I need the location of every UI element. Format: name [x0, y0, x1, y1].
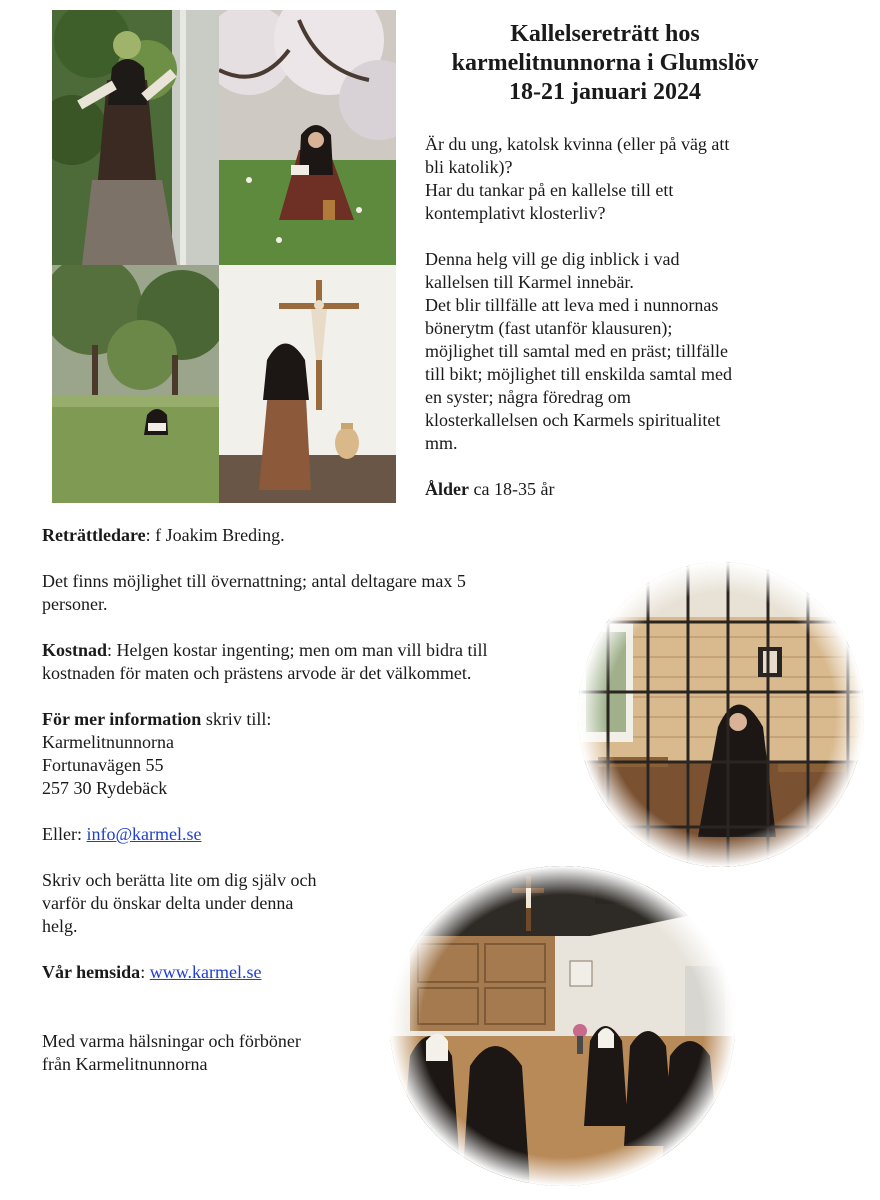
cost-label: Kostnad [42, 640, 108, 660]
description-line: till bikt; möjlighet till enskilda samtal med [425, 364, 732, 384]
title-line-3: 18-21 januari 2024 [509, 79, 701, 105]
leader-info [42, 524, 572, 547]
photo-nun-before-crucifix [219, 265, 396, 503]
photo-nun-picking-grapes [52, 10, 219, 265]
website-link[interactable]: www.karmel.se [149, 962, 262, 982]
website-label: Vår hemsida [42, 962, 141, 982]
address-line: Fortunavägen 55 [42, 755, 164, 775]
contact-info [42, 708, 572, 800]
address-line: 257 30 Rydebäck [42, 778, 168, 798]
email-link[interactable]: info@karmel.se [86, 824, 202, 844]
description-line: möjlighet till samtal med en präst; tillfälle [425, 341, 728, 361]
photo-nun-praying-in-orchard [52, 265, 219, 503]
question-line: kontemplativt klosterliv? [425, 203, 606, 223]
email-info [42, 823, 572, 846]
age-value: ca 18-35 år [469, 479, 555, 499]
age-label: Ålder [425, 479, 469, 499]
closing-line: Med varma hälsningar och förböner [42, 1031, 301, 1051]
info-heading [42, 708, 572, 731]
description-line: Det blir tillfälle att leva med i nunnornas [425, 295, 719, 315]
cost-info [42, 639, 572, 685]
lodging-info [42, 570, 572, 616]
question-line: Är du ung, katolsk kvinna (eller på väg att [425, 134, 730, 154]
write-line: varför du önskar delta under denna [42, 893, 294, 913]
write-line: Skriv och berätta lite om dig själv och [42, 870, 317, 890]
page-title [425, 20, 785, 107]
age-info [425, 478, 805, 501]
description-line: en syster; några föredrag om [425, 387, 631, 407]
cost-line-1 [42, 639, 572, 662]
intro-section [425, 133, 805, 524]
write-line: helg. [42, 916, 78, 936]
intro-questions [425, 133, 805, 225]
description-line: Denna helg vill ge dig inblick i vad [425, 249, 680, 269]
question-line: bli katolik)? [425, 157, 513, 177]
title-line-2: karmelitnunnorna i Glumslöv [451, 50, 759, 76]
email-prefix: Eller: [42, 824, 87, 844]
info-label: För mer information [42, 709, 202, 729]
intro-description [425, 248, 805, 455]
photo-nuns-in-chapel [390, 866, 735, 1186]
description-line: mm. [425, 433, 458, 453]
website-sep: : [140, 962, 150, 982]
description-line: kallelsen till Karmel innebär. [425, 272, 634, 292]
photo-nun-behind-grille [578, 562, 864, 867]
lodging-line: Det finns möjlighet till övernattning; antal deltagare max 5 [42, 571, 466, 591]
cost-line-2: kostnaden för maten och prästens arvode är det välkommet. [42, 663, 472, 683]
closing-line: från Karmelitnunnorna [42, 1054, 208, 1074]
title-line-1: Kallelsereträtt hos [510, 21, 700, 47]
info-suffix: skriv till: [201, 709, 272, 729]
question-line: Har du tankar på en kallelse till ett [425, 180, 674, 200]
cost-text-1: : Helgen kostar ingenting; men om man vill bidra till [107, 640, 488, 660]
address-line: Karmelitnunnorna [42, 732, 174, 752]
description-line: bönerytm (fast utanför klausuren); [425, 318, 673, 338]
description-line: klosterkallelsen och Karmels spiritualitet [425, 410, 721, 430]
leader-label: Reträttledare [42, 525, 146, 545]
leader-value: : f Joakim Breding. [145, 525, 285, 545]
photo-nun-reading-under-blossoms [219, 10, 396, 265]
lodging-line: personer. [42, 594, 108, 614]
